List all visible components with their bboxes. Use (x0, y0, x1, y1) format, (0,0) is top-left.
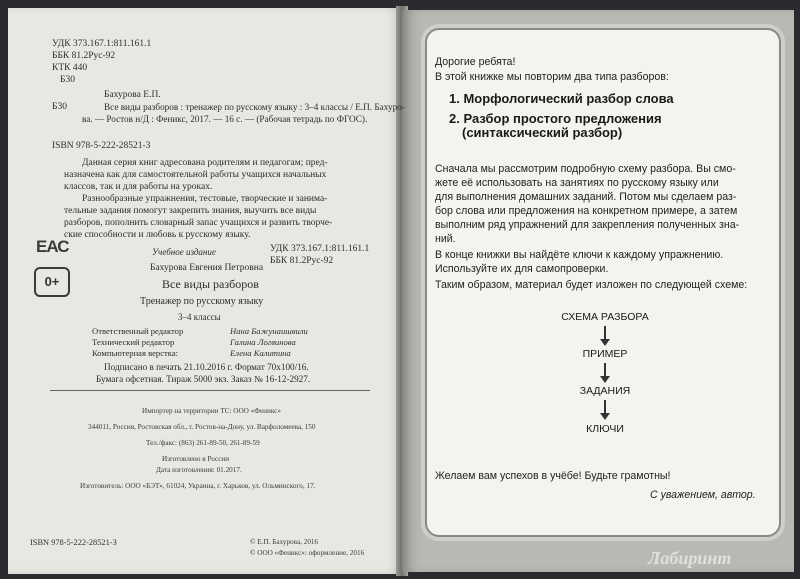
para1-line-2: назначена как для самостоятельной работы учащихся начальных (64, 170, 327, 180)
credit-name-1: Нана Бажунаишвили (230, 326, 308, 336)
para2-line-1: Разнообразные упражнения, тестовые, творческие и занима- (82, 194, 328, 204)
arrow-down-icon (604, 363, 606, 377)
bbk-bottom: ББК 81.2Рус-92 (270, 256, 334, 266)
credit-name-2: Галина Логвинова (230, 337, 296, 347)
scheme-step-example: ПРИМЕР (582, 348, 628, 360)
watermark-logo: Лабиринт (648, 548, 732, 568)
intro-text: В этой книжке мы повторим два типа разборов: (435, 71, 669, 83)
body-line-2: жете её использовать на занятиях по русскому языку или (435, 177, 719, 189)
item-syntactic-line-1: 2. Разбор простого предложения (449, 111, 662, 126)
para2-line-2: тельные задания помогут закрепить знания, выучить все виды (64, 206, 317, 216)
divider (50, 390, 370, 391)
print-info-2: Бумага офсетная. Тираж 5000 экз. Заказ № 16-12-2927. (96, 374, 311, 384)
grades: 3–4 классы (178, 312, 221, 322)
biblio-line-2: ва. — Ростов н/Д : Феникс, 2017. — 16 с. — (Рабочая тетрадь по ФГОС). (82, 114, 368, 124)
body-line-1: Сначала мы рассмотрим подробную схему разбора. Вы смо- (435, 163, 736, 175)
body-line-5: выполним ряд упражнений для закрепления полученных зна- (435, 219, 740, 231)
manufacturer: Изготовитель: ООО «БЭТ», 61024, Украина, г. Харьков, ул. Ольминского, 17. (80, 482, 316, 490)
para1-line-1: Данная серия книг адресована родителям и педагогам; пред- (82, 158, 328, 168)
book-title: Все виды разборов (162, 277, 259, 291)
b30-label: Б30 (52, 102, 67, 112)
eac-mark-icon: ЕАС (36, 237, 69, 256)
credit-name-3: Елена Калитина (230, 348, 291, 358)
author-full-name: Бахурова Евгения Петровна (150, 263, 264, 273)
credit-role-1: Ответственный редактор (92, 326, 184, 336)
copyright-publisher: © ООО «Феникс»: оформление, 2016 (250, 549, 365, 557)
item-syntactic-line-2: (синтаксический разбор) (462, 125, 623, 140)
body-line-6: ний. (435, 233, 456, 245)
biblio-line-1: Все виды разборов : тренажер по русскому языку : 3–4 классы / Е.П. Бахуро- (104, 102, 405, 112)
signature: С уважением, автор. (650, 489, 756, 501)
scheme-step-tasks: ЗАДАНИЯ (579, 385, 631, 397)
arrow-down-icon (604, 326, 606, 340)
copyright-author: © Е.П. Бахурова, 2016 (250, 538, 319, 546)
greeting: Дорогие ребята! (435, 56, 516, 68)
scheme-step-analysis: СХЕМА РАЗБОРА (561, 311, 649, 323)
wish-text: Желаем вам успехов в учёбе! Будьте грамотны! (435, 470, 671, 482)
made-in: Изготовлено в России (162, 455, 230, 463)
para2-line-4: ские способности и любовь к русскому языку. (64, 230, 251, 240)
print-info-1: Подписано в печать 21.10.2016 г. Формат 70x100/16. (104, 362, 309, 372)
author-line: Бахурова Е.П. (104, 90, 161, 100)
credit-role-2: Технический редактор (92, 337, 175, 347)
body-line-3: для выполнения домашних заданий. Потом мы сделаем раз- (435, 191, 737, 203)
arrow-down-icon (604, 400, 606, 414)
age-rating-badge: 0+ (34, 267, 70, 297)
body-line-4: бор слова или предложения на конкретном примере, а затем (435, 205, 738, 217)
author-mark: Б30 (60, 75, 75, 85)
keys-line-2: Используйте их для самопроверки. (435, 263, 609, 275)
book-subtitle: Тренажер по русскому языку (140, 296, 264, 307)
udk-code: УДК 373.167.1:811.161.1 (52, 39, 152, 49)
ktk-code: КТК 440 (52, 63, 88, 73)
isbn-bottom: ISBN 978-5-222-28521-3 (30, 538, 117, 547)
para2-line-3: разборов, пополнить словарный запас учащихся и развить творче- (64, 218, 333, 228)
edition-type: Учебное издание (152, 247, 216, 257)
isbn-top: ISBN 978-5-222-28521-3 (52, 141, 151, 151)
scheme-intro: Таким образом, материал будет изложен по следующей схеме: (435, 279, 748, 291)
item-morphological: 1. Морфологический разбор слова (449, 91, 674, 106)
keys-line-1: В конце книжки вы найдёте ключи к каждому упражнению. (435, 249, 724, 261)
importer: Импортер на территории ТС: ООО «Феникс» (142, 407, 281, 415)
scheme-step-keys: КЛЮЧИ (586, 423, 624, 435)
made-date: Дата изготовления: 01.2017. (156, 466, 242, 474)
para1-line-3: классов, так и для работы на уроках. (64, 182, 213, 192)
udk-bottom: УДК 373.167.1:811.161.1 (270, 244, 370, 254)
address: 344011, Россия, Ростовская обл., г. Ростов-на-Дону, ул. Варфоломеева, 150 (88, 423, 316, 431)
credit-role-3: Компьютерная верстка: (92, 348, 179, 358)
bbk-code: ББК 81.2Рус-92 (52, 51, 116, 61)
phone: Тел./факс: (863) 261-89-50, 261-89-59 (146, 439, 260, 447)
